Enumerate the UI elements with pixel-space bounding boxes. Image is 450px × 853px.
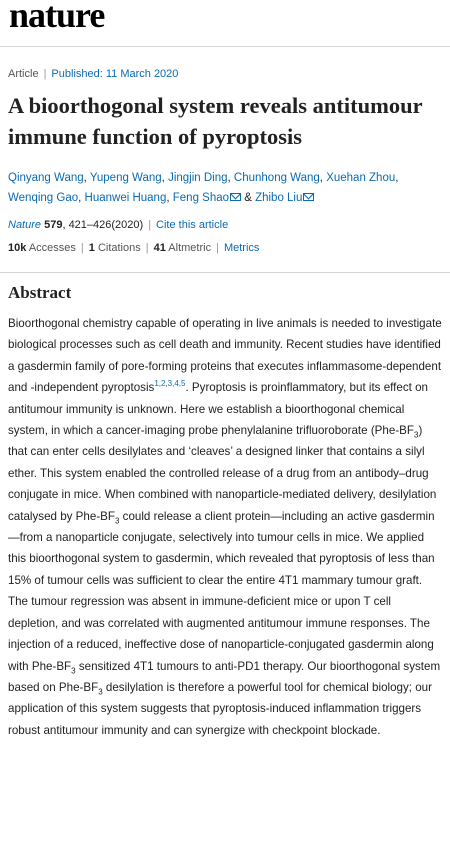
abstract-heading: Abstract bbox=[8, 283, 72, 302]
author-link[interactable]: Wenqing Gao bbox=[8, 192, 79, 204]
masthead bbox=[0, 0, 450, 47]
author-link[interactable]: Feng Shao bbox=[172, 192, 230, 204]
author-link[interactable]: Chunhong Wang bbox=[233, 172, 320, 184]
citations-label: Citations bbox=[97, 242, 141, 254]
article bbox=[0, 67, 450, 741]
author-list: Qinyang Wang, Yupeng Wang, Jingjin Ding, Chunhong Wang, Xuehan Zhou, Wenqing Gao, Huanwei Huang, Feng Shao & Zhibo Liu bbox=[8, 172, 399, 204]
cite-this-article-link[interactable]: Cite this article bbox=[156, 219, 229, 231]
metrics-link[interactable]: Metrics bbox=[223, 242, 260, 254]
author-link[interactable]: Qinyang Wang bbox=[8, 172, 84, 184]
article-title: A bioorthogonal system reveals antitumour immune function of pyroptosis bbox=[8, 93, 423, 149]
reference-links[interactable]: 1,2,3,4,5 bbox=[154, 379, 186, 389]
published-date: Published: 11 March 2020 bbox=[51, 68, 179, 80]
citations-count: 1 bbox=[88, 242, 95, 254]
divider: | bbox=[216, 242, 219, 254]
metrics-bar bbox=[8, 241, 442, 255]
article-meta bbox=[8, 67, 442, 81]
email-icon[interactable] bbox=[303, 193, 314, 201]
altmetric-label: Altmetric bbox=[168, 242, 212, 254]
divider: | bbox=[148, 219, 152, 231]
nature-logo[interactable]: nature bbox=[9, 0, 105, 35]
divider: | bbox=[43, 68, 47, 80]
citation-line bbox=[8, 218, 442, 232]
accesses-count: 10k bbox=[8, 242, 27, 254]
abstract-text: Bioorthogonal chemistry capable of operating in live animals is needed to investigate biological processes such as cell death and immunity. Recent studies have identified a gasdermin family of pore-forming proteins that executes inflammasome-dependent and -independent pyroptosis$^{1,2,3,4,5}$. Pyroptosis is proinflammatory, but its effect on antitumour immunity is unknown. Here we establish a bioorthogonal chemical system, in which a cancer-imaging probe phenylalanine trifluoroborate $(Phe-BF_3)$ that can enter cells desilylates and ‘cleaves’ a designed linker that contains a silyl ether. This system enabled the controlled release of a drug from an antibody–drug conjugate in mice. When combined with nanoparticle-mediated delivery, desilylation catalysed by Phe-$BF_3$ could release a client protein—including an active gasdermin—from a nanoparticle conjugate, selectively into tumour cells in mice. We applied this bioorthogonal system to gasdermin, which revealed that pyroptosis of less than 15% of tumour cells was sufficient to clear the entire 4T1 mammary tumour graft. The tumour regression was absent in immune-deficient mice or upon T cell depletion, and was correlated with augmented antitumour immune responses. The injection of a reduced, ineffective dose of nanoparticle-conjugated gasdermin along with Phe-$BF_3$ sensitized 4T1 tumours to anti-PD1 therapy. Our bioorthogonal system based on Phe-$BF_3$ desilylation is therefore a powerful tool for chemical biology; our application of this system suggests that pyroptosis-induced inflammation triggers robust antitumour immunity and can synergize with checkpoint blockade. bbox=[8, 317, 442, 737]
author-link[interactable]: Huanwei Huang bbox=[84, 192, 167, 204]
author-link[interactable]: Xuehan Zhou bbox=[326, 172, 396, 184]
author-link[interactable]: Zhibo Liu bbox=[255, 192, 303, 204]
divider: | bbox=[80, 242, 84, 254]
pages: , 421–426(2020) bbox=[62, 219, 144, 231]
author-link[interactable]: Yupeng Wang bbox=[89, 172, 162, 184]
email-icon[interactable] bbox=[230, 193, 241, 201]
altmetric-score: 41 bbox=[153, 242, 166, 254]
section-divider bbox=[0, 272, 450, 273]
accesses-label: Accesses bbox=[28, 242, 76, 254]
article-type: Article bbox=[8, 68, 39, 80]
author-link[interactable]: Jingjin Ding bbox=[168, 172, 228, 184]
divider: | bbox=[145, 242, 149, 254]
volume: 579 bbox=[44, 219, 63, 231]
journal-link[interactable]: Nature bbox=[8, 219, 42, 231]
